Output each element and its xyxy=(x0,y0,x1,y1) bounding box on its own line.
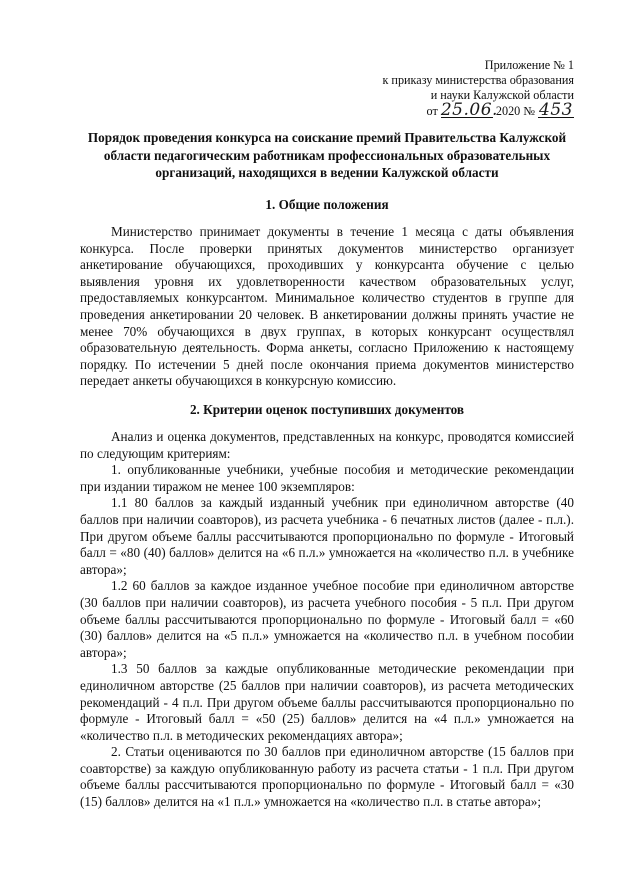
paragraph: Министерство принимает документы в течение 1 месяца с даты объявления конкурса. После проверки принятых документов министерство организует анкетирование обучающихся, проходивших у конкурсанта обучение с целью выявления уровня их удовлетворенности качеством образовательных услуг, предоставляемых конкурсантом. Минимальное количество студентов в группе для проведения анкетировании 20 человек. В анкетировании должны принять участие не менее 70% обучающихся в двух группах, в которых конкурсант осуществлял образовательную деятельность. Форма анкеты, согласно Приложению к настоящему порядку. По истечении 5 дней после окончания приема документов министерство передает анкеты обучающихся в конкурсную комиссию. xyxy=(80,224,574,389)
order-date-line xyxy=(334,99,574,120)
order-year: 2020 № xyxy=(495,103,535,118)
section-evaluation-criteria xyxy=(80,401,574,811)
handwritten-order-number: 453 xyxy=(539,99,573,120)
paragraph: 2. Статьи оцениваются по 30 баллов при единоличном авторстве (15 баллов при соавторстве) за каждую опубликованную работу из расчета статьи - 1 п.л. При другом объеме баллы рассчитываются пропорционально по формуле - Итоговый балл = «30 (15) баллов» делится на «1 п.л.» умножается на «количество п.л. в статье автора»; xyxy=(80,744,574,810)
section-general-provisions xyxy=(80,196,574,390)
handwritten-date: 25.06. xyxy=(440,99,498,120)
appendix-header xyxy=(334,58,574,119)
paragraph: Анализ и оценка документов, представленных на конкурс, проводятся комиссией по следующим критериям: xyxy=(80,429,574,461)
section-heading: 2. Критерии оценок поступивших документов xyxy=(189,402,465,417)
paragraph: 1.2 60 баллов за каждое изданное учебное пособие при единоличном авторстве (30 баллов при наличии соавторов), из расчета учебного пособия - 5 п.л. При другом объеме баллы рассчитываются пропорционально по формуле - Итоговый балл = «60 (30) баллов» делится на «5 п.л.» умножается на «количество п.л. в учебном пособии автора»; xyxy=(80,578,574,660)
ministry-name: и науки Калужской области xyxy=(430,88,574,103)
document-title: Порядок проведения конкурса на соискание премий Правительства Калужской области педагогическим работникам профессиональных образовательных организаций, находящихся в ведении Калужской области xyxy=(87,130,567,181)
section-heading: 1. Общие положения xyxy=(265,197,389,212)
paragraph: 1.1 80 баллов за каждый изданный учебник при единоличном авторстве (40 баллов при наличии соавторов), из расчета учебника - 6 печатных листов (далее - п.л.). При другом объеме баллы рассчитываются пропорционально по формуле - Итоговый балл = «80 (40) баллов» делится на «6 п.л.» умножается на «количество п.л. в учебнике автора»; xyxy=(80,495,574,577)
paragraph: 1.3 50 баллов за каждые опубликованные методические рекомендации при единоличном авторстве (25 баллов при наличии соавторов), из расчета методических рекомендаций - 4 п.л. При другом объеме баллы рассчитываются пропорционально по формуле - Итоговый балл = «50 (25) баллов» делится на «4 п.л.» умножается на «количество п.л. в методических рекомендациях автора»; xyxy=(80,661,574,743)
paragraph: 1. опубликованные учебники, учебные пособия и методические рекомендации при издании тиражом не менее 100 экземпляров: xyxy=(80,462,574,494)
order-reference: к приказу министерства образования xyxy=(382,73,574,88)
date-prefix: от xyxy=(426,103,438,118)
appendix-number: Приложение № 1 xyxy=(484,58,574,72)
